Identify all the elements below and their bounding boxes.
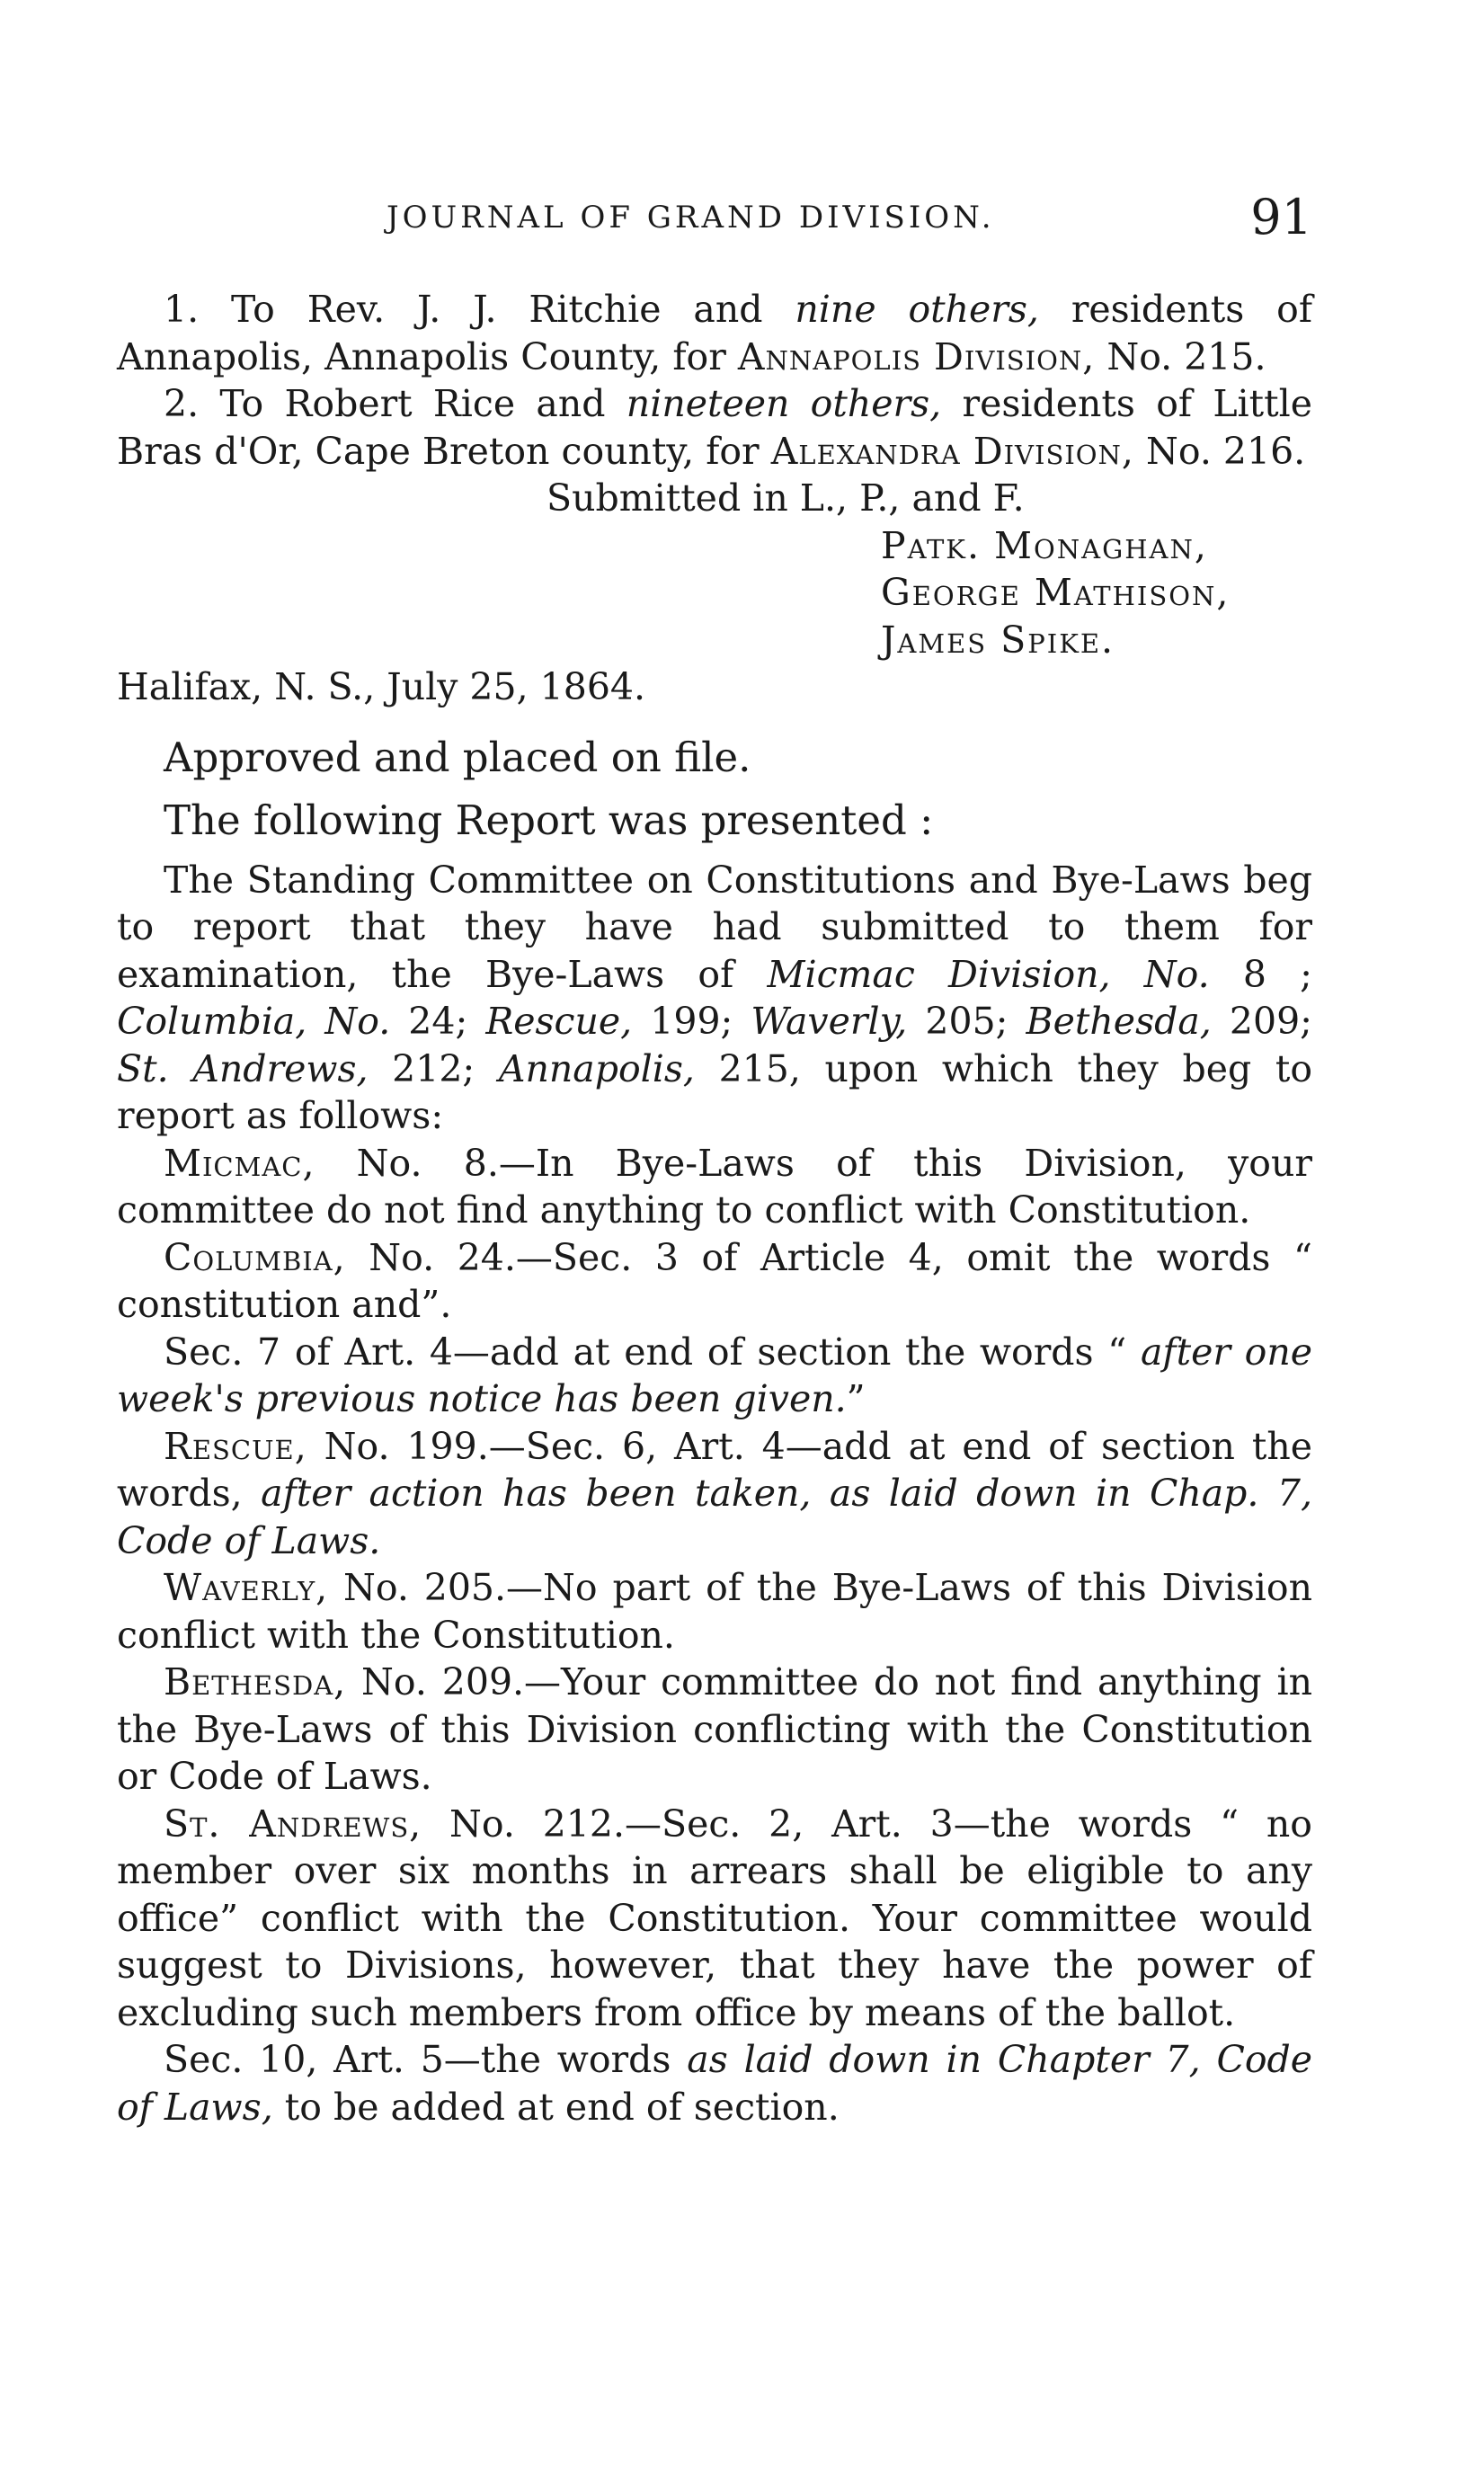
submitted-line: Submitted in L., P., and F.	[547, 476, 1025, 520]
report-item-bethesda: Bethesda, No. 209.—Your committee do not find anything in the Bye-Laws of this Division conflicting with the Constitution or Code of Laws.	[117, 1660, 1312, 1798]
report-item-rescue: Rescue, No. 199.—Sec. 6, Art. 4—add at end of section the words, after action has been taken, as laid down in Chap. 7, Code of Laws.	[117, 1424, 1313, 1562]
following-note: The following Report was presented :	[164, 796, 934, 844]
page-number: 91	[1250, 189, 1312, 245]
signer-name: Patk. Monaghan,	[881, 523, 1208, 567]
report-item-standrews: St. Andrews, No. 212.—Sec. 2, Art. 3—the words “ no member over six months in arrears shall be eligible to any office” conflict with the Constitution. Your committee would suggest to Divisions, however, that they have the power of excluding such members from office by means of the ballot.	[117, 1801, 1312, 2034]
signer-name: George Mathison,	[881, 571, 1231, 614]
division-name: Alexandra Division,	[770, 429, 1134, 473]
signer-name: James Spike.	[881, 618, 1115, 662]
dateline: Halifax, N. S., July 25, 1864.	[117, 665, 646, 708]
division-name: Annapolis Division,	[737, 334, 1096, 378]
report-item-sec10: Sec. 10, Art. 5—the words as laid down in Chapter 7, Code of Laws, to be added at end of section.	[117, 2038, 1313, 2129]
petition-paragraph: 2. To Robert Rice and nineteen others, residents of Little Bras d'Or, Cape Breton county, for Alexandra Division, No. 216.	[117, 382, 1312, 473]
report-item-columbia: Columbia, No. 24.—Sec. 3 of Article 4, omit the words “ constitution and”.	[117, 1235, 1312, 1326]
running-header	[117, 189, 1312, 252]
report-intro: The Standing Committee on Constitutions and Bye-Laws beg to report that they have had submitted to them for examination, the Bye-Laws of Micmac Division, No. 8 ; Columbia, No. 24; Rescue, 199; Waverly, 205; Bethesda, 209; St. Andrews, 212; Annapolis, 215, upon which they beg to report as follows:	[117, 858, 1313, 1137]
report-item-micmac: Micmac, No. 8.—In Bye-Laws of this Division, your committee do not find anything to conflict with Constitution.	[117, 1141, 1312, 1232]
report-item-waverly: Waverly, No. 205.—No part of the Bye-Laws of this Division conflict with the Constitution.	[117, 1566, 1312, 1657]
petition-paragraph: 1. To Rev. J. J. Ritchie and nine others, residents of Annapolis, Annapolis County, for Annapolis Division, No. 215.	[117, 288, 1312, 378]
report-item-sec7: Sec. 7 of Art. 4—add at end of section the words “ after one week's previous notice has been given.”	[117, 1330, 1312, 1420]
approved-note: Approved and placed on file.	[164, 733, 751, 781]
running-title: JOURNAL OF GRAND DIVISION.	[387, 200, 995, 236]
page-body	[117, 286, 1312, 2131]
